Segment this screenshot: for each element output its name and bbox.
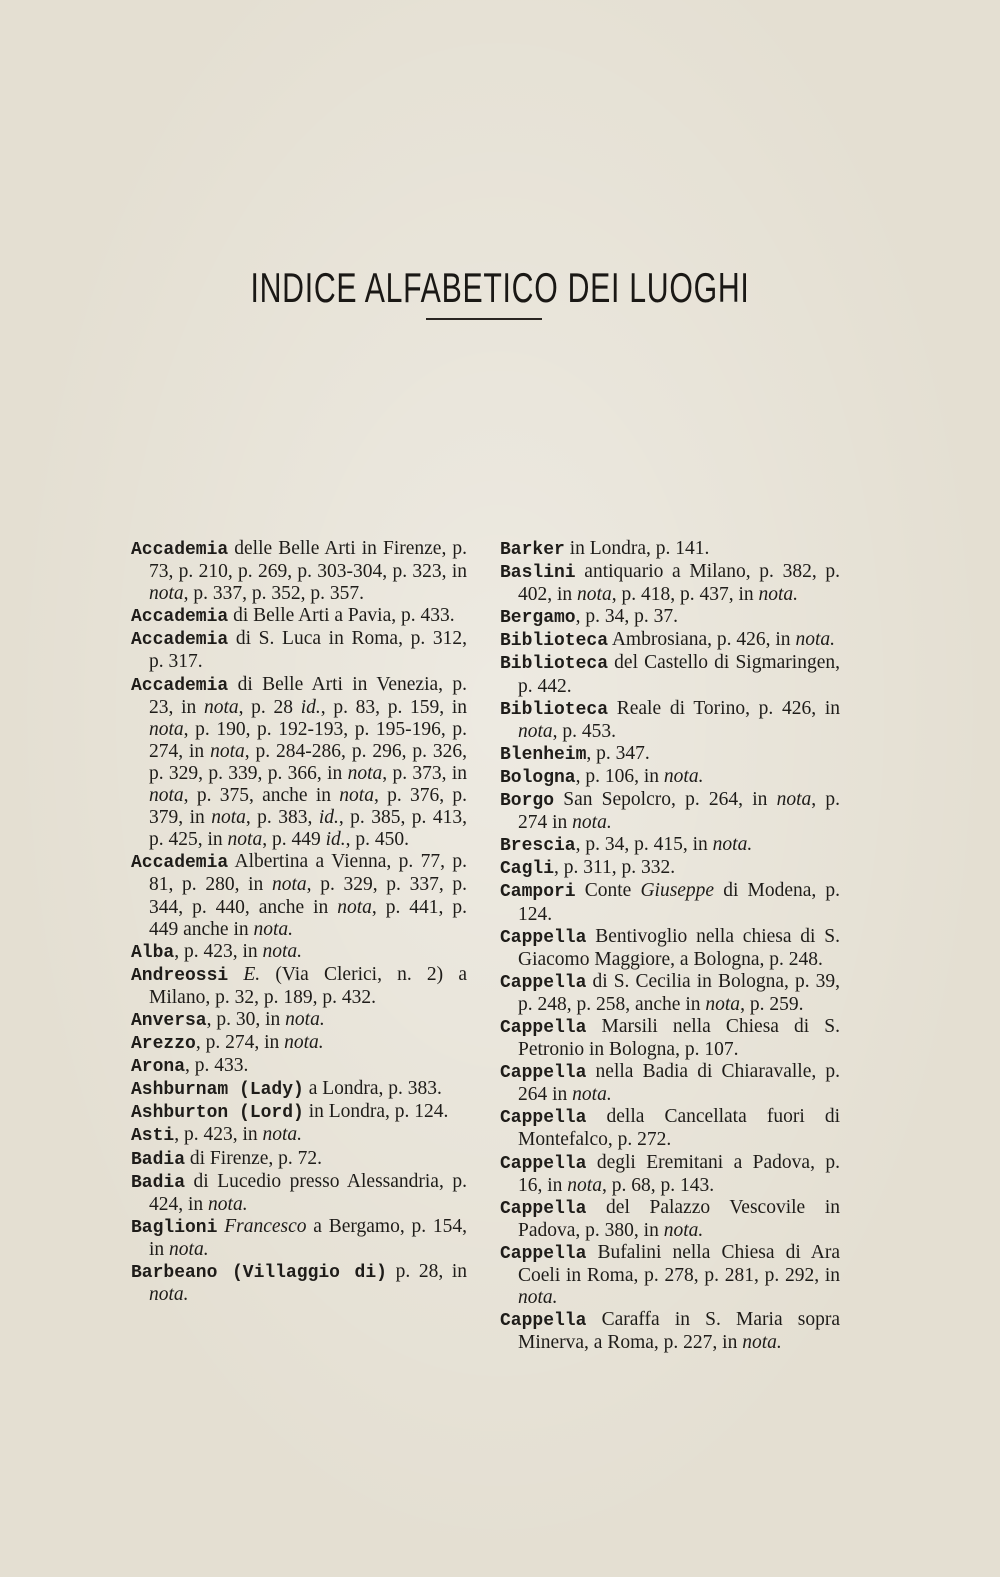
index-entry <box>500 926 840 971</box>
index-entry-italic-text: nota. <box>572 812 612 834</box>
index-entry-text: , p. 311, p. 332. <box>554 857 676 879</box>
index-entry-italic-text: nota. <box>284 1032 324 1054</box>
index-entry-italic-text: id. <box>300 696 321 718</box>
index-entry <box>131 605 467 628</box>
index-entry <box>500 1242 840 1309</box>
index-entry-text: , p. 34, p. 415, in <box>575 834 713 856</box>
index-entry <box>131 1101 467 1124</box>
index-entry-text: Marsili nella Chiesa di S. Petronio in Bologna, p. 107. <box>518 1015 840 1061</box>
index-entry-heading: Alba <box>131 942 175 963</box>
index-entry-text: , p. 449 <box>262 829 326 851</box>
index-entry-text: , p. 376, p. 379, in <box>149 785 468 829</box>
index-entry-italic-text: E. <box>243 963 261 985</box>
index-entry-heading: Cappella <box>500 1153 587 1174</box>
index-entry-text: del Castello di Sigmaringen, p. 442. <box>518 652 840 697</box>
index-entry-text: Albertina a Vienna, p. 77, p. 81, p. 280, in <box>149 851 467 896</box>
index-entry <box>131 1148 467 1171</box>
index-entry <box>131 1216 467 1261</box>
index-entry-text: , p. 274 in <box>518 789 841 834</box>
index-entry-italic-text: nota. <box>262 1124 303 1146</box>
index-entry-heading: Cappella <box>500 1198 587 1219</box>
index-entry-text: Reale di Torino, p. 426, in <box>608 697 840 719</box>
index-entry <box>500 606 840 629</box>
index-entry-heading: Baslini <box>500 563 576 584</box>
index-entry-heading: Biblioteca <box>500 654 609 675</box>
index-entry-heading: Accademia <box>131 607 229 628</box>
index-entry <box>500 743 840 766</box>
index-entry-text: di Belle Arti in Venezia, p. 23, in <box>149 673 467 718</box>
index-entry-italic-text: nota <box>337 896 372 918</box>
index-entry-text: , p. 83, p. 159, in <box>320 696 468 718</box>
index-entry-heading: Ashburnam (Lady) <box>131 1080 304 1101</box>
index-entry <box>500 561 840 606</box>
index-entry-heading: Arona <box>131 1057 186 1078</box>
index-entry-text: degli Eremitani a Padova, p. 16, in <box>518 1151 840 1196</box>
index-entry-heading: Anversa <box>131 1010 207 1031</box>
index-entry-text: , p. 373, in <box>382 762 468 784</box>
index-entry <box>131 964 467 1009</box>
index-entry-text: , p. 423, in <box>174 1124 263 1146</box>
index-entry-text: della Cancellata fuori di Montefalco, p. 272. <box>518 1106 840 1151</box>
index-entry-text: di Firenze, p. 72. <box>185 1147 323 1169</box>
index-entry-text: Caraffa in S. Maria sopra Minerva, a Roma, p. 227, in <box>518 1309 840 1354</box>
index-entry-heading: Cappella <box>500 1311 587 1332</box>
index-entry-text: , p. 383, <box>245 807 319 829</box>
index-entry-italic-text: nota <box>577 584 612 606</box>
index-entry-heading: Badia <box>131 1172 186 1193</box>
index-entry <box>131 628 467 673</box>
index-entry-text: (Via Clerici, n. 2) a Milano, p. 32, p. 189, p. 432. <box>149 963 467 1008</box>
index-entry-text: Ambrosiana, p. 426, in <box>608 629 796 651</box>
index-entry-text: delle Belle Arti in Firenze, p. 73, p. 210, p. 269, p. 303-304, p. 323, in <box>149 538 467 583</box>
index-entry-italic-text: nota <box>567 1174 602 1196</box>
index-entry-italic-text: nota. <box>572 1084 612 1106</box>
index-entry <box>500 1309 840 1354</box>
index-entry-text: , p. 375, anche in <box>183 785 340 807</box>
index-entry-heading: Andreossi <box>131 965 229 986</box>
index-entry-text: Bentivoglio nella chiesa di S. Giacomo Maggiore, a Bologna, p. 248. <box>518 925 840 970</box>
page-title: INDICE ALFABETICO DEI LUOGHI <box>250 264 750 312</box>
index-entry-text: , p. 385, p. 413, p. 425, in <box>149 807 468 851</box>
index-entry-text: , p. 106, in <box>575 765 664 787</box>
index-entry-italic-text: nota. <box>169 1238 209 1260</box>
index-entry-text: Bufalini nella Chiesa di Ara Coeli in Roma, p. 278, p. 281, p. 292, in <box>518 1241 840 1286</box>
index-entry-text: , p. 418, p. 437, in <box>611 584 759 606</box>
index-entry-heading: Asti <box>131 1126 175 1147</box>
index-entry-text: del Palazzo Vescovile in Padova, p. 380, in <box>518 1196 840 1241</box>
index-entry-italic-text: id. <box>325 829 346 851</box>
index-entry-text: , p. 30, in <box>206 1008 286 1030</box>
index-entry <box>131 674 467 852</box>
index-entry <box>500 538 840 561</box>
index-entry-italic-text: nota <box>347 762 383 784</box>
index-entry <box>131 1078 467 1101</box>
index-entry-text: p. 28, in <box>386 1261 467 1282</box>
index-entry-italic-text: nota <box>149 583 184 605</box>
index-entry <box>500 698 840 743</box>
index-entry <box>500 766 840 789</box>
index-entry-heading: Ashburton (Lord) <box>131 1103 304 1124</box>
index-entry-italic-text: Francesco <box>224 1215 307 1237</box>
index-entry-italic-text: nota <box>149 785 184 807</box>
index-entry <box>500 1152 840 1197</box>
index-entry-heading: Accademia <box>131 630 229 651</box>
index-entry-heading: Biblioteca <box>500 699 609 720</box>
index-entry-italic-text: nota <box>227 829 263 851</box>
index-entry-text: San Sepolcro, p. 264, in <box>554 789 777 811</box>
index-entry-italic-text: nota <box>149 718 184 740</box>
index-entry-text: , p. 190, p. 192-193, p. 195-196, p. 274, in <box>149 718 467 762</box>
index-entry-text: di S. Luca in Roma, p. 312, p. 317. <box>149 628 467 673</box>
index-entry-text: , p. 284-286, p. 296, p. 326, p. 329, p. 339, p. 366, in <box>149 740 468 784</box>
index-entry-italic-text: nota. <box>253 918 294 940</box>
index-entry-italic-text: nota <box>211 807 246 829</box>
index-entry-italic-text: nota. <box>663 765 704 787</box>
index-entry-italic-text: nota <box>210 740 245 762</box>
index-entry-heading: Accademia <box>131 853 229 874</box>
index-entry <box>500 1106 840 1151</box>
index-entry <box>500 789 840 834</box>
index-entry <box>131 538 467 605</box>
index-entry <box>131 851 467 940</box>
index-entry-heading: Barbeano (Villaggio di) <box>131 1263 387 1283</box>
index-entry-italic-text: nota. <box>795 629 835 651</box>
index-entry <box>500 857 840 880</box>
index-entry-italic-text: nota <box>271 874 307 896</box>
index-entry-heading: Bergamo <box>500 608 576 629</box>
index-column-right <box>500 538 840 1354</box>
index-entry-text: , p. 433. <box>185 1055 249 1077</box>
index-column-left <box>131 538 467 1306</box>
index-entry-heading: Arezzo <box>131 1034 196 1055</box>
index-entry-heading: Baglioni <box>131 1217 218 1238</box>
index-entry-italic-text: nota <box>776 789 812 811</box>
index-entry-text: , p. 337, p. 352, p. 357. <box>183 583 365 605</box>
index-entry-heading: Accademia <box>131 540 229 560</box>
index-entry <box>500 834 840 857</box>
index-entry-heading: Accademia <box>131 675 229 696</box>
index-entry <box>131 1055 467 1078</box>
index-entry-text: , p. 259. <box>740 993 804 1015</box>
index-entry <box>131 1124 467 1147</box>
index-entry-text: , p. 423, in <box>174 940 263 962</box>
index-entry-heading: Cappella <box>500 1017 587 1038</box>
index-entry-text: , p. 450. <box>345 829 410 851</box>
index-entry-text: , p. 34, p. 37. <box>575 606 678 628</box>
index-entry-text: a Bergamo, p. 154, in <box>149 1215 468 1260</box>
index-entry-italic-text: nota. <box>149 1284 189 1306</box>
index-entry-text: , p. 347. <box>586 742 650 764</box>
index-entry <box>500 1197 840 1242</box>
index-entry-heading: Blenheim <box>500 744 587 765</box>
index-entry-heading: Campori <box>500 882 576 903</box>
index-entry <box>131 1261 467 1306</box>
index-entry-text: di S. Cecilia in Bologna, p. 39, p. 248, p. 258, anche in <box>518 970 840 1015</box>
index-entry <box>500 652 840 697</box>
index-entry-heading: Barker <box>500 540 565 560</box>
index-entry <box>500 971 840 1016</box>
index-entry <box>500 1061 840 1106</box>
index-entry-text: , p. 274, in <box>195 1032 285 1054</box>
index-entry <box>500 629 840 652</box>
index-entry-italic-text: nota <box>203 696 239 718</box>
title-divider <box>426 318 542 320</box>
index-entry-italic-text: nota <box>518 720 553 742</box>
index-entry-italic-text: id. <box>318 807 339 829</box>
index-entry-text: di Modena, p. 124. <box>518 880 840 925</box>
index-entry-heading: Brescia <box>500 836 576 857</box>
index-entry-text: di Belle Arti a Pavia, p. 433. <box>228 605 455 627</box>
index-entry-italic-text: nota <box>339 785 374 807</box>
index-entry-text: in Londra, p. 124. <box>303 1101 449 1123</box>
index-entry-italic-text: Giuseppe <box>640 880 715 902</box>
index-entry-italic-text: nota. <box>208 1193 248 1215</box>
index-entry-heading: Biblioteca <box>500 631 609 652</box>
index-entry-italic-text: nota. <box>712 834 753 856</box>
index-entry-text <box>228 964 243 985</box>
index-entry-heading: Cappella <box>500 972 587 993</box>
index-entry-text: , p. 441, p. 449 anche in <box>149 896 467 940</box>
index-entry-italic-text: nota. <box>663 1219 704 1241</box>
index-entry-heading: Cappella <box>500 927 587 948</box>
index-entry-heading: Cagli <box>500 859 555 880</box>
index-entry-italic-text: nota. <box>518 1287 558 1309</box>
index-entry <box>131 1032 467 1055</box>
index-entry <box>131 1009 467 1032</box>
index-entry-italic-text: nota. <box>742 1332 782 1354</box>
index-entry-heading: Bologna <box>500 767 576 788</box>
index-entry <box>500 880 840 925</box>
index-entry-text: , p. 68, p. 143. <box>601 1174 715 1196</box>
index-entry-text: Conte <box>575 880 641 902</box>
index-entry-heading: Cappella <box>500 1063 587 1084</box>
index-entry-italic-text: nota. <box>758 584 799 606</box>
index-entry-text: , p. 28 <box>238 696 301 718</box>
index-entry-italic-text: nota. <box>285 1008 325 1030</box>
index-entry-text: , p. 329, p. 337, p. 344, p. 440, anche in <box>149 874 468 918</box>
index-entry-text: , p. 453. <box>552 720 617 742</box>
index-entry-heading: Badia <box>131 1149 186 1170</box>
index-entry-italic-text: nota <box>705 993 741 1015</box>
index-entry-heading: Cappella <box>500 1243 587 1264</box>
index-entry-text: a Londra, p. 383. <box>303 1078 442 1100</box>
index-entry-heading: Cappella <box>500 1108 587 1129</box>
index-entry-text: antiquario a Milano, p. 382, p. 402, in <box>518 561 840 606</box>
index-entry-text: nella Badia di Chiaravalle, p. 264 in <box>518 1061 840 1106</box>
index-entry <box>500 1016 840 1061</box>
index-entry-text: di Lucedio presso Alessandria, p. 424, in <box>149 1170 467 1215</box>
index-entry <box>131 941 467 964</box>
index-entry <box>131 1171 467 1216</box>
index-entry-heading: Borgo <box>500 791 555 812</box>
index-entry-italic-text: nota. <box>262 940 303 962</box>
index-entry-text: in Londra, p. 141. <box>564 538 710 559</box>
